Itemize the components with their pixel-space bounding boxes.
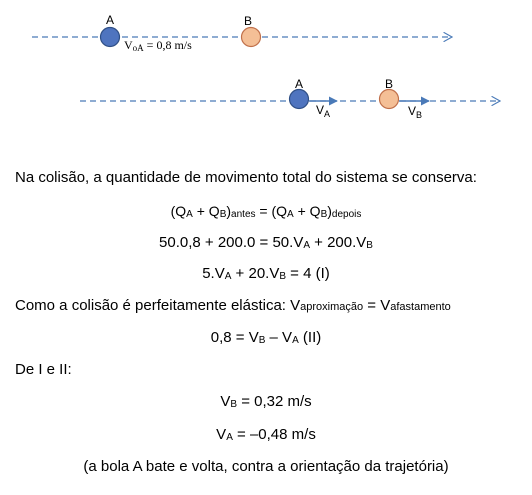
equation-two [0,329,532,350]
eq1-part: = (Q [255,203,288,219]
res1-sub: B [230,399,238,410]
eq3-part: = 4 (I) [286,265,330,282]
res2-part: = –0,48 m/s [232,426,316,443]
eq2-sub: A [303,240,310,251]
velocity-label-a-after: $V_A$ [316,103,331,119]
res1-part: = 0,32 m/s [237,393,312,410]
conclusion-text: (a bola A bate e volta, contra a orientação da trajetória) [83,458,449,475]
ball-b-before [242,28,261,47]
ball-a-before [101,28,120,47]
label-b-after: B [385,77,394,91]
collision-diagram [0,0,532,135]
eq2-sub: B [366,240,373,251]
eq1-part: + Q [192,203,220,219]
equation-substitution [0,234,532,255]
eq1-sub: antes [231,209,256,220]
from-i-and-ii [15,361,72,379]
label-b-before: B [244,14,253,28]
line5-part: Como a colisão é perfeitamente elástica: V [15,297,301,314]
conservation-statement [15,169,477,187]
eq3-part: + 20.V [231,265,280,282]
velocity-label-b-after: $V_B$ [408,104,423,120]
res1-part: V [220,393,231,410]
ball-a-after [290,90,309,109]
eq4-part: – V [265,329,293,346]
line5-part: = V [363,297,391,314]
eq1-part: ) [327,203,332,219]
conclusion-note [0,458,532,476]
equation-momentum [0,202,532,224]
eq1-sub: B [320,209,328,220]
eq1-part: (Q [170,203,187,219]
eq1-sub: A [287,209,294,220]
eq2-part: + 200.V [310,234,367,251]
eq1-part: + Q [293,203,321,219]
result-vb [0,393,532,414]
res2-sub: A [226,432,233,443]
result-va [0,426,532,447]
eq3-part: 5.V [202,265,225,282]
elastic-statement [15,297,451,316]
eq3-sub: B [279,271,287,282]
eq1-part: ) [226,203,232,219]
eq1-sub: B [219,209,227,220]
line5-sub: aproximação [300,301,364,313]
eq2-part: 50.0,8 + 200.0 = 50.V [159,234,304,251]
eq1-sub: depois [331,209,362,220]
eq4-sub: A [292,335,299,346]
eq1-sub: A [186,209,193,220]
ball-b-after [380,90,399,109]
line5-sub: afastamento [390,301,451,313]
eq4-sub: B [258,335,266,346]
eq4-part: 0,8 = V [210,329,259,346]
res2-part: V [216,426,227,443]
line7-text: De I e II: [15,361,72,378]
label-a-before: A [106,13,115,27]
equation-one [0,265,532,286]
conservation-text: Na colisão, a quantidade de movimento total do sistema se conserva: [15,169,477,186]
velocity-label-before: VoA = 0,8 m/s [124,38,192,53]
eq3-sub: A [224,271,232,282]
label-a-after: A [295,77,304,91]
eq4-part: (II) [298,329,322,346]
